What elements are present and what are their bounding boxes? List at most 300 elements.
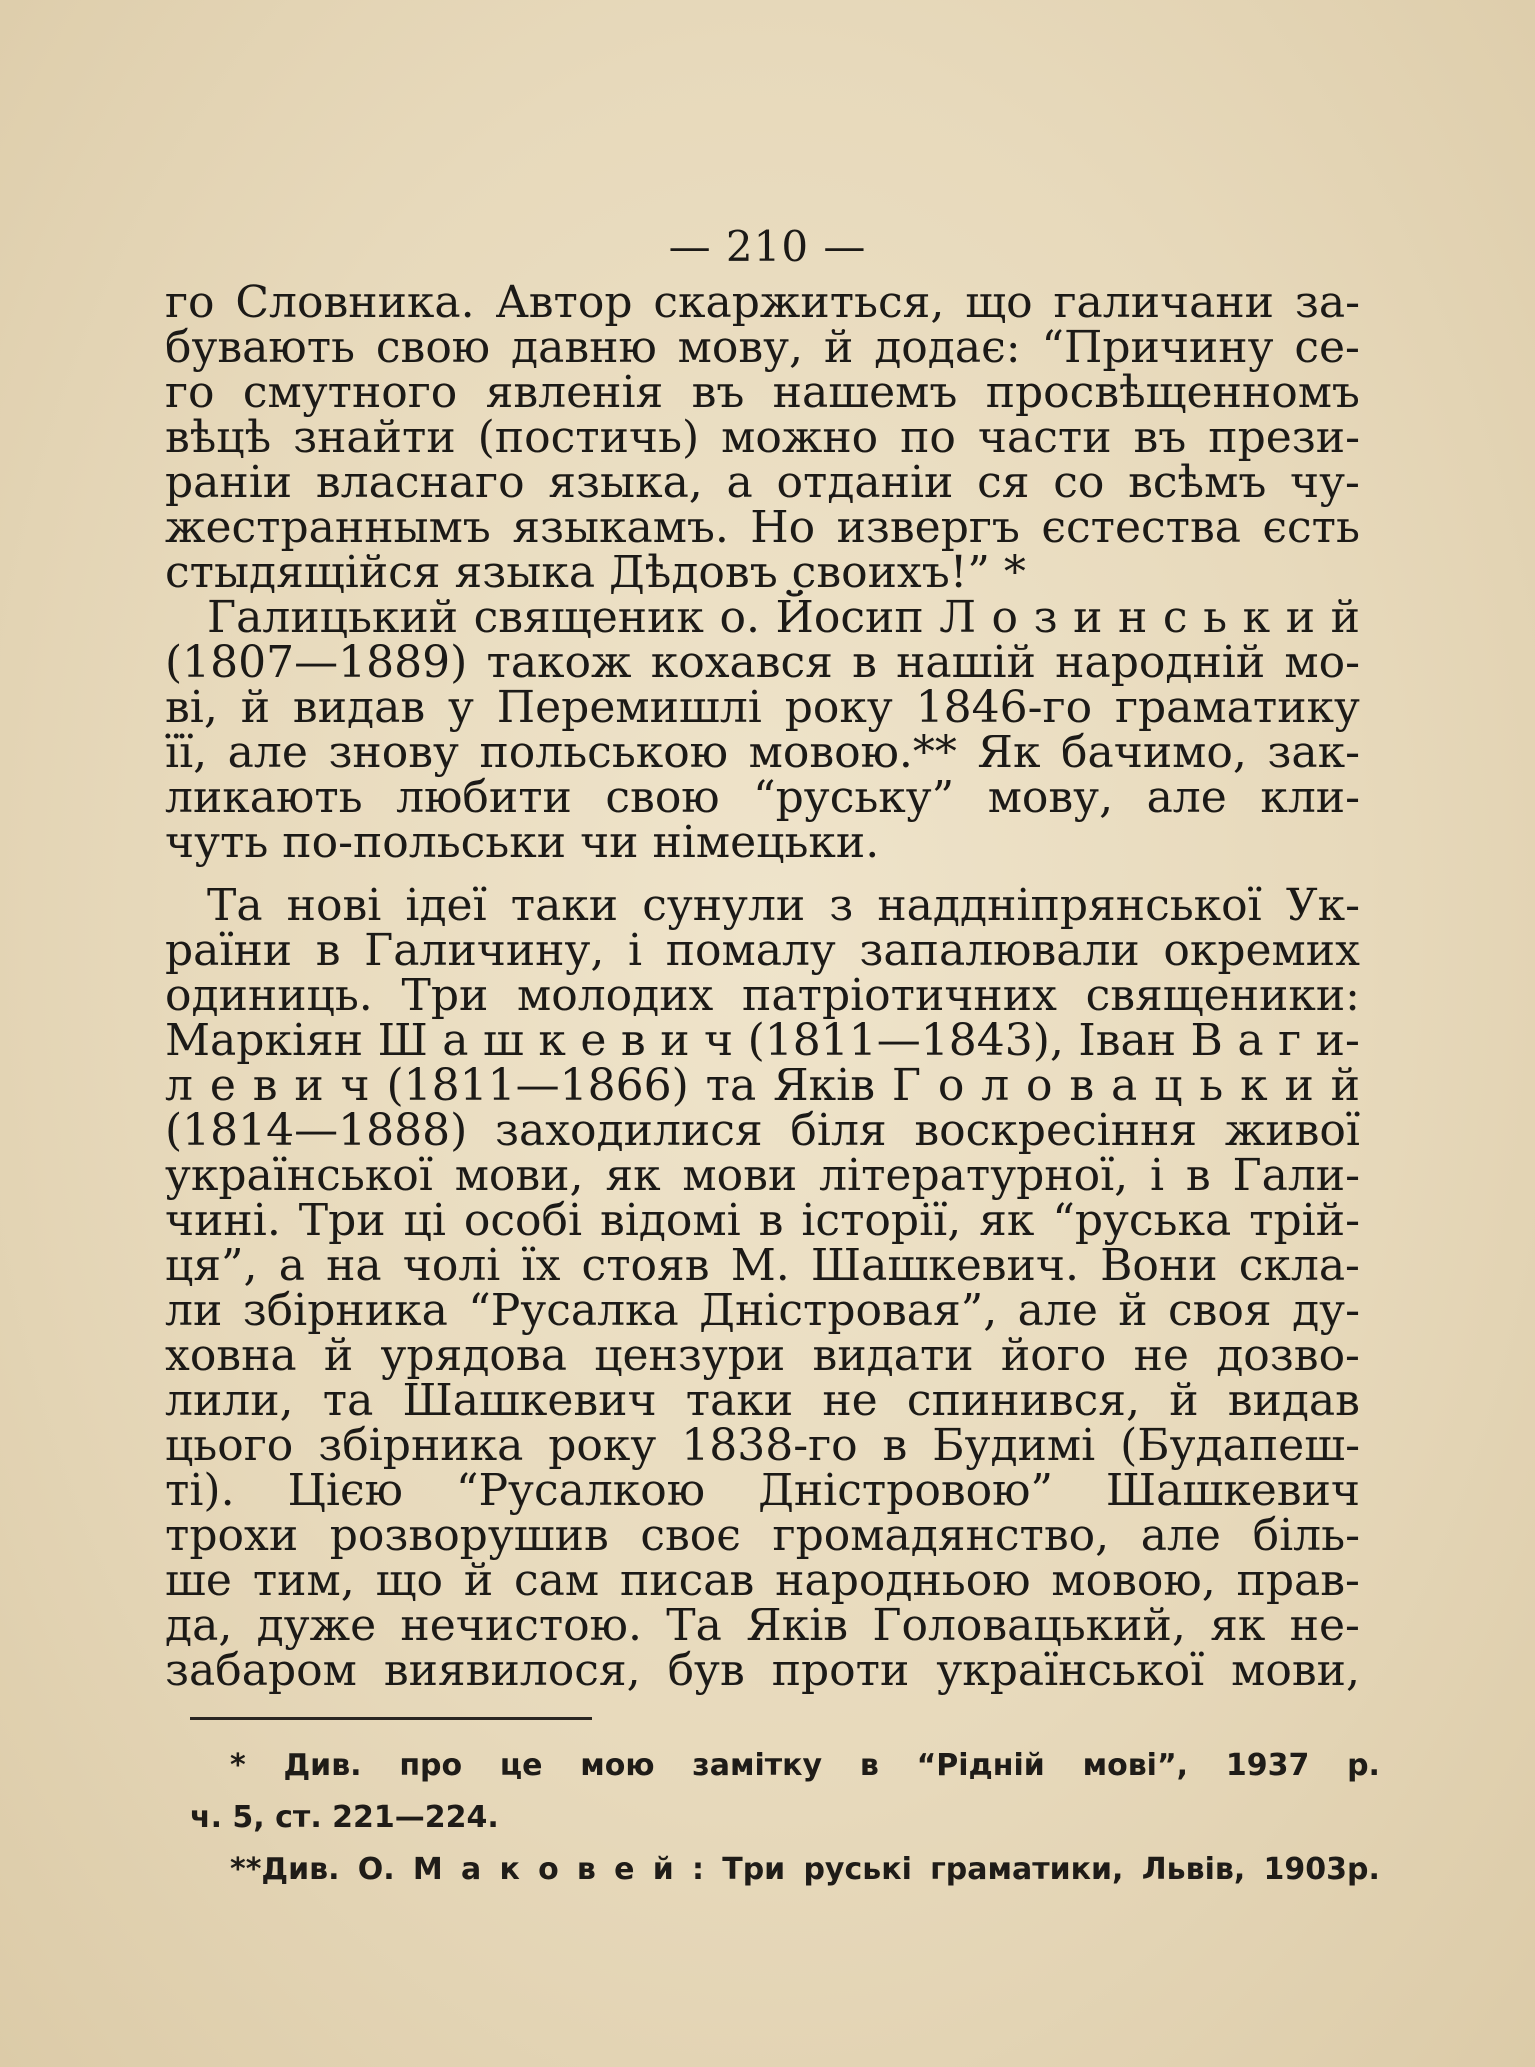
word: а [726, 457, 753, 508]
text-line: чуть по-польськи чи німецьки. [165, 817, 880, 868]
word: священики: [1085, 970, 1360, 1021]
text-line [165, 502, 1360, 553]
word: знайти [293, 412, 456, 463]
word: замітку [692, 1748, 823, 1783]
word: що [375, 1555, 443, 1606]
word: свою [605, 772, 720, 823]
text-line [165, 727, 1360, 778]
text-line [165, 1510, 1360, 1561]
footnote-line: ч. 5, ст. 221—224. [190, 1800, 499, 1835]
word: священик [473, 592, 704, 643]
word: ц [1154, 1060, 1183, 1111]
word: В [1190, 1015, 1223, 1066]
word: біля [790, 1105, 887, 1156]
word: й [1118, 1285, 1148, 1336]
word: мою [580, 1748, 655, 1783]
word: видав [1227, 1375, 1360, 1426]
word: Три [298, 1195, 386, 1246]
word: г [1278, 1015, 1302, 1066]
text-line [165, 1240, 1360, 1291]
word: Маркіян [165, 1015, 364, 1066]
word: народньою [775, 1555, 1031, 1606]
word: раїни [165, 925, 293, 976]
word: и [294, 1060, 324, 1111]
word: Та [666, 1600, 722, 1651]
word: (постичь) [477, 412, 700, 463]
word: та [322, 1375, 374, 1426]
text-line [165, 1015, 1360, 1066]
word: забаром [165, 1645, 357, 1696]
word: в [1185, 1150, 1211, 1201]
word: любити [396, 772, 572, 823]
word: о. [719, 592, 760, 643]
word: и [1285, 592, 1316, 643]
word: нашій [896, 637, 1036, 688]
word: живої [1224, 1105, 1360, 1156]
word: извергъ [836, 502, 1020, 553]
word: Ш [377, 1015, 428, 1066]
word: по [900, 412, 956, 463]
word: нашемъ [772, 367, 958, 418]
word: української [936, 1645, 1205, 1696]
word: української [165, 1150, 433, 1201]
text-line [165, 1060, 1360, 1111]
word: трохи [165, 1510, 299, 1561]
word: о [1026, 1060, 1053, 1111]
text-line [165, 1195, 1360, 1246]
word: і [628, 925, 643, 976]
word: чолі [402, 1240, 501, 1291]
word: а [442, 1015, 469, 1066]
word: ликають [165, 772, 363, 823]
word: 1846-го [915, 682, 1093, 733]
word: заходилися [495, 1105, 763, 1156]
word: воскресіння [914, 1105, 1198, 1156]
text-line [165, 1465, 1360, 1516]
word: и- [1315, 1015, 1360, 1066]
word: се- [1294, 322, 1360, 373]
word: л [165, 1060, 193, 1111]
word: мову, [987, 772, 1114, 823]
word: ця”, [165, 1240, 258, 1291]
text-line [165, 1375, 1360, 1426]
word: народній [1055, 637, 1266, 688]
word: к [499, 1852, 520, 1887]
word: історії, [801, 1195, 962, 1246]
word: **Див. [230, 1852, 340, 1887]
footnote-line [190, 1844, 1380, 1896]
word: збірника [318, 1420, 524, 1471]
word: да, [165, 1600, 233, 1651]
word: з [1033, 592, 1058, 643]
word: Головацький, [872, 1600, 1186, 1651]
word: в [859, 1748, 879, 1783]
text-line [165, 880, 1360, 931]
word: в [758, 1195, 784, 1246]
word: й [323, 1330, 354, 1381]
word: його [1000, 1330, 1107, 1381]
word: Яків [773, 1060, 875, 1111]
word: але [227, 727, 308, 778]
word: давню [511, 322, 657, 373]
word: й [1169, 1375, 1199, 1426]
word: не- [1289, 1600, 1360, 1651]
footnote-separator [190, 1717, 592, 1720]
word: єсть [1262, 502, 1360, 553]
word: як [1210, 1600, 1266, 1651]
word: Три [401, 970, 489, 1021]
word: Вони [1100, 1240, 1218, 1291]
word: у [448, 682, 474, 733]
word: і [1149, 1150, 1165, 1201]
text-line [165, 367, 1360, 418]
text-line [165, 925, 1360, 976]
word: й [240, 682, 271, 733]
word: ду- [1292, 1285, 1360, 1336]
text-line [165, 1420, 1360, 1471]
word: 1838-го [681, 1420, 858, 1471]
word: єстества [1041, 502, 1241, 553]
word: граматику [1114, 682, 1360, 733]
word: н [1118, 592, 1148, 643]
word: цензури [594, 1330, 786, 1381]
text-line [165, 1645, 1360, 1696]
word: можно [721, 412, 879, 463]
word: про [399, 1748, 463, 1783]
word: ч [340, 1060, 370, 1111]
word: Львів, [1141, 1852, 1246, 1887]
word: сунули [642, 880, 806, 931]
word: прези- [1208, 412, 1360, 463]
word: бачимо, [1061, 727, 1247, 778]
word: видати [812, 1330, 974, 1381]
word: ли [165, 1285, 223, 1336]
word: со [1053, 457, 1105, 508]
word: ці [403, 1195, 446, 1246]
word: Будимі [932, 1420, 1096, 1471]
text-line [165, 1150, 1360, 1201]
word: Галицький [207, 592, 459, 643]
word: видав [292, 682, 426, 733]
word: смутного [242, 367, 458, 418]
word: Дністровою” [758, 1465, 1053, 1516]
word: ся [977, 457, 1030, 508]
word: польською [479, 727, 729, 778]
word: а [460, 1852, 482, 1887]
word: ві, [165, 682, 218, 733]
word: нові [286, 880, 382, 931]
word: Та [207, 880, 263, 931]
word: дуже [256, 1600, 377, 1651]
word: але [1140, 1510, 1221, 1561]
word: Гали- [1232, 1150, 1360, 1201]
word: е [580, 1015, 607, 1066]
word: трій- [1249, 1195, 1360, 1246]
word: граматики, [930, 1852, 1124, 1887]
word: ше [165, 1555, 232, 1606]
word: Яків [746, 1600, 849, 1651]
word: вѣцѣ [165, 412, 272, 463]
word: Див. [283, 1748, 362, 1783]
word: не [1133, 1330, 1189, 1381]
word: скаржиться, [653, 277, 945, 328]
word: кли- [1260, 772, 1360, 823]
word: е [614, 1852, 635, 1887]
word: М. [730, 1240, 790, 1291]
word: ідеї [405, 880, 487, 931]
word: молодих [516, 970, 714, 1021]
word: ь [1203, 592, 1228, 643]
word: чу- [1290, 457, 1360, 508]
word: Шашкевич [1105, 1465, 1360, 1516]
word: зак- [1267, 727, 1360, 778]
word: лили, [165, 1375, 294, 1426]
word: літературної, [819, 1150, 1129, 1201]
word: в [620, 1015, 646, 1066]
word: в [315, 925, 341, 976]
word: отданіи [776, 457, 954, 508]
word: виявилося, [383, 1645, 641, 1696]
word: громадянство, [772, 1510, 1110, 1561]
word: року [548, 1420, 657, 1471]
word: своя [1168, 1285, 1272, 1336]
word: нечистою. [400, 1600, 642, 1651]
word: на [326, 1240, 382, 1291]
word: в [252, 1060, 278, 1111]
word: й [1330, 1060, 1360, 1111]
word: дозво- [1216, 1330, 1360, 1381]
word: (1811—1843), [747, 1015, 1064, 1066]
word: їх [521, 1240, 561, 1291]
word: власнаго [315, 457, 525, 508]
word: особі [463, 1195, 583, 1246]
word: Як [977, 727, 1041, 778]
word: а [1111, 1060, 1138, 1111]
word: в [576, 1852, 596, 1887]
word: біль- [1252, 1510, 1360, 1561]
text-line [165, 592, 1360, 643]
footnotes [190, 1740, 1380, 1896]
word: чині. [165, 1195, 281, 1246]
word: ч [704, 1015, 734, 1066]
word: “Причину [1041, 322, 1274, 373]
word: Дністровая”, [699, 1285, 998, 1336]
word: к [1240, 1060, 1268, 1111]
word: скла- [1238, 1240, 1360, 1291]
word: а [278, 1240, 305, 1291]
text-line [165, 322, 1360, 373]
text-line: стыдящійся языка Дѣдовъ своихъ!” * [165, 547, 1026, 598]
word: таки [510, 880, 619, 931]
word: Г [891, 1060, 921, 1111]
word: о [538, 1852, 559, 1887]
word: Словника. [235, 277, 475, 328]
word: ті). [165, 1465, 235, 1516]
word: о [937, 1060, 965, 1111]
word: явленія [485, 367, 664, 418]
word: а [1237, 1015, 1264, 1066]
word: знову [328, 727, 459, 778]
word: и [660, 1015, 690, 1066]
word: просвѣщенномъ [985, 367, 1360, 418]
word: (1807—1889) [165, 637, 468, 688]
word: и [1284, 1060, 1314, 1111]
word: мови, [454, 1150, 584, 1201]
page-number: — 210 — [668, 222, 867, 271]
word: к [538, 1015, 566, 1066]
word: (Будапеш- [1120, 1420, 1360, 1471]
word: “Русалкою [455, 1465, 706, 1516]
word: всѣмъ [1128, 457, 1267, 508]
word: збірника [242, 1285, 448, 1336]
word: въ [1133, 412, 1187, 463]
word: наддніпрянської [877, 880, 1262, 931]
word: е [209, 1060, 236, 1111]
word: “руська [1052, 1195, 1232, 1246]
word: 1937 [1225, 1748, 1310, 1783]
word: патріотичних [742, 970, 1057, 1021]
word: “Русалка [468, 1285, 679, 1336]
word: мовою, [1051, 1555, 1216, 1606]
word: к [1242, 592, 1271, 643]
word: Шашкевич [402, 1375, 657, 1426]
word: в [1069, 1060, 1095, 1111]
text-line [165, 637, 1360, 688]
word: тим, [252, 1555, 355, 1606]
word: як [979, 1195, 1035, 1246]
word: що [965, 277, 1033, 328]
word: Ук- [1285, 880, 1360, 931]
text-line [165, 1330, 1360, 1381]
word: * [230, 1748, 246, 1783]
word: Йосип [775, 592, 924, 643]
word: був [667, 1645, 745, 1696]
word: помалу [665, 925, 836, 976]
text-line [165, 772, 1360, 823]
word: раніи [165, 457, 293, 508]
word: о [991, 592, 1018, 643]
word: й [823, 322, 854, 373]
word: го [165, 367, 215, 418]
word: галичани [1053, 277, 1275, 328]
word: як [605, 1150, 661, 1201]
word: кохався [650, 637, 833, 688]
text-line [165, 457, 1360, 508]
text-line [165, 1285, 1360, 1336]
word: не [822, 1375, 878, 1426]
text-line [165, 682, 1360, 733]
word: мовою.** [748, 727, 957, 778]
word: Перемишлі [496, 682, 762, 733]
word: р. [1347, 1748, 1380, 1783]
word: в [852, 637, 877, 688]
word: одиниць. [165, 970, 373, 1021]
word: додає: [874, 322, 1021, 373]
word: М [412, 1852, 443, 1887]
word: прав- [1236, 1555, 1360, 1606]
word: Автор [495, 277, 633, 328]
word: го [165, 277, 215, 328]
word: мови, [1231, 1645, 1360, 1696]
word: ш [483, 1015, 524, 1066]
text-line [165, 1105, 1360, 1156]
word: стояв [581, 1240, 710, 1291]
word: мові”, [1082, 1748, 1189, 1783]
word: языкамъ. [512, 502, 729, 553]
word: й [652, 1852, 674, 1887]
word: Но [750, 502, 816, 553]
word: мову, [677, 322, 804, 373]
text-line [165, 970, 1360, 1021]
word: але [1146, 772, 1227, 823]
word: свою [375, 322, 491, 373]
word: за- [1294, 277, 1360, 328]
word: въ [691, 367, 745, 418]
word: з [829, 880, 854, 931]
word: розворушив [329, 1510, 609, 1561]
word: писав [619, 1555, 755, 1606]
word: Іван [1078, 1015, 1177, 1066]
word: Цією [287, 1465, 403, 1516]
body-text [165, 277, 1360, 1696]
text-line [165, 1555, 1360, 1606]
word: жестраннымъ [165, 502, 491, 553]
word: (1811—1866) [386, 1060, 689, 1111]
text-line [165, 1600, 1360, 1651]
word: О. [357, 1852, 395, 1887]
word: таки [685, 1375, 794, 1426]
word: части [977, 412, 1112, 463]
word: 1903р. [1263, 1852, 1380, 1887]
word: своє [640, 1510, 741, 1561]
word: року [784, 682, 893, 733]
word: бувають [165, 322, 355, 373]
word: ховна [165, 1330, 297, 1381]
word: мови [682, 1150, 798, 1201]
word: сам [514, 1555, 600, 1606]
word: “Рідній [916, 1748, 1045, 1783]
word: спинився, [906, 1375, 1141, 1426]
word: языка, [548, 457, 703, 508]
word: л [981, 1060, 1010, 1111]
word: й [1330, 592, 1360, 643]
word: (1814—1888) [165, 1105, 468, 1156]
word: її, [165, 727, 208, 778]
word: це [499, 1748, 543, 1783]
word: мо- [1284, 637, 1360, 688]
text-line [165, 277, 1360, 328]
word: також [486, 637, 632, 688]
word: й [463, 1555, 494, 1606]
word: та [705, 1060, 757, 1111]
word: але [1017, 1285, 1098, 1336]
word: руські [803, 1852, 912, 1887]
word: проти [771, 1645, 910, 1696]
word: Галичину, [364, 925, 605, 976]
word: цього [165, 1420, 294, 1471]
word: ь [1199, 1060, 1224, 1111]
word: в [882, 1420, 908, 1471]
word: Три [722, 1852, 786, 1887]
word: и [1073, 592, 1103, 643]
word: “руську” [753, 772, 955, 823]
word: урядова [380, 1330, 567, 1381]
word: окремих [1163, 925, 1360, 976]
text-line [165, 412, 1360, 463]
footnote-line [190, 1740, 1380, 1792]
word: с [1162, 592, 1188, 643]
word: : [692, 1852, 704, 1887]
